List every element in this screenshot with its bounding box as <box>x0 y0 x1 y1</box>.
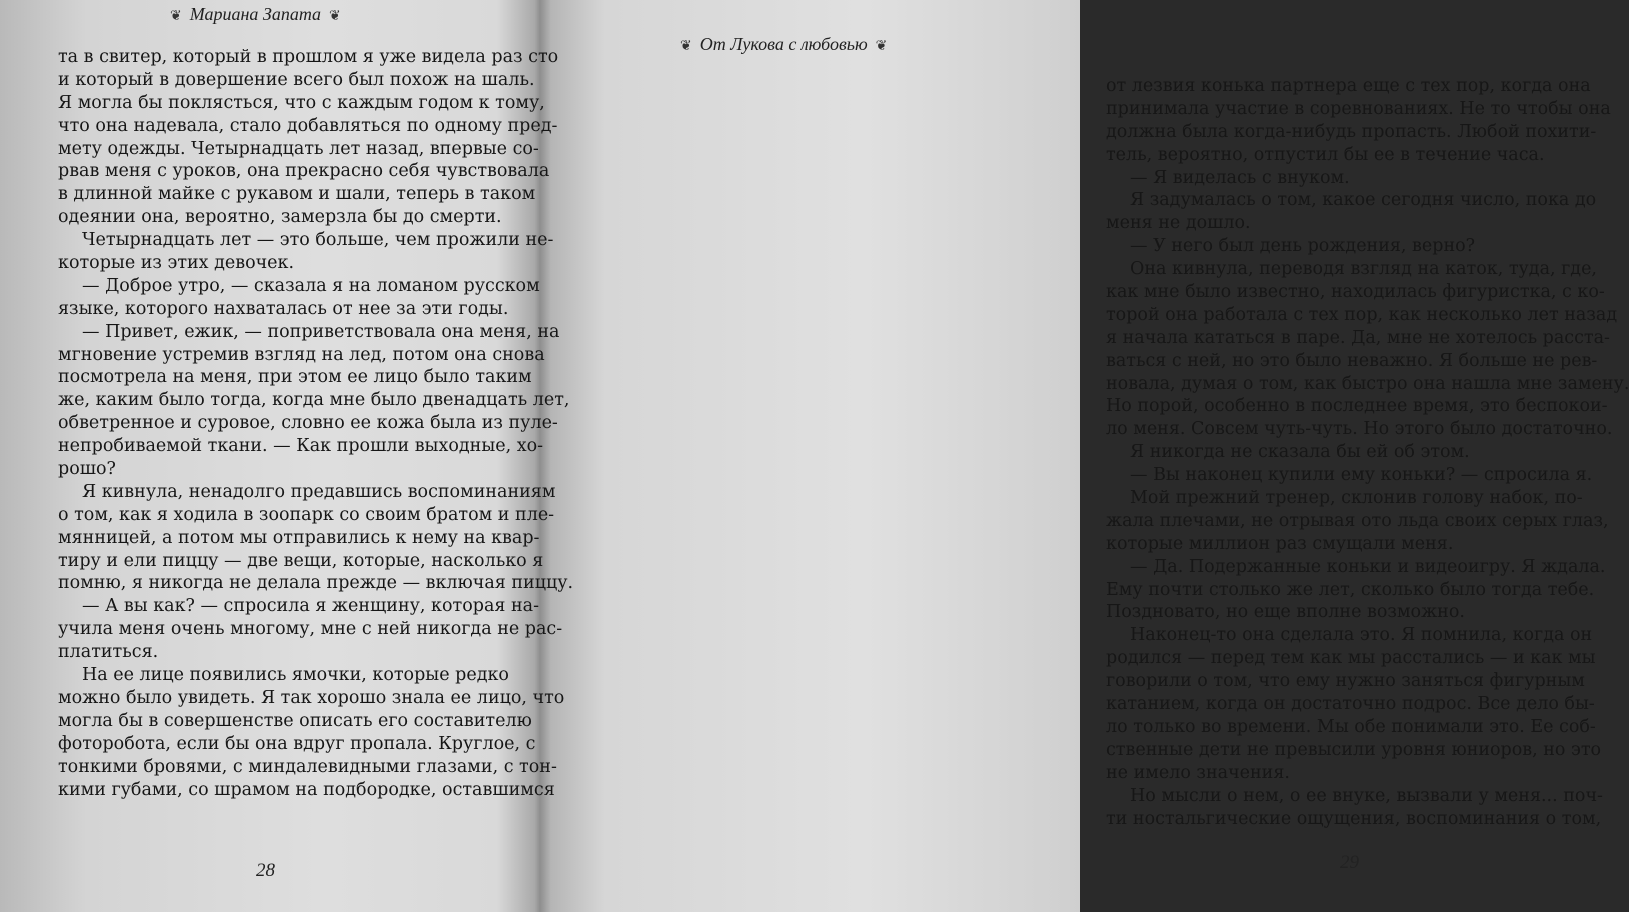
text-line: говорили о том, что ему нужно заняться фигурным <box>1106 671 1585 692</box>
text-line: Но порой, особенно в последнее время, это беспокои- <box>1106 396 1608 417</box>
page-number-right: 29 <box>1340 852 1359 873</box>
text-line: жала плечами, не отрывая ото льда своих серых глаз, <box>1106 510 1609 531</box>
running-head-text: От Лукова с любовью <box>699 34 868 54</box>
text-line: языке, которого нахваталась от нее за эти годы. <box>58 298 509 319</box>
text-line: Я задумалась о том, какое сегодня число, пока до <box>1130 190 1597 211</box>
right-page <box>540 0 1629 912</box>
text-line: платиться. <box>58 642 159 663</box>
text-line: посмотрела на меня, при этом ее лицо было таким <box>58 367 532 388</box>
text-line: — Да. Подержанные коньки и видеоигру. Я ждала. <box>1130 556 1606 577</box>
text-line: могла бы в совершенстве описать его составителю <box>58 710 532 731</box>
text-line: Но мысли о нем, о ее внуке, вызвали у меня... поч- <box>1130 785 1603 806</box>
text-line: Четырнадцать лет — это больше, чем прожили не- <box>82 230 554 251</box>
text-line: та в свитер, который в прошлом я уже видела раз сто <box>58 47 559 67</box>
text-line: которые из этих девочек. <box>58 253 295 274</box>
text-line: тиру и ели пиццу — две вещи, которые, насколько я <box>58 550 544 571</box>
text-line: тонкими бровями, с миндалевидными глазами, с тон- <box>58 756 557 777</box>
text-line: — Привет, ежик, — поприветствовала она меня, на <box>82 321 560 342</box>
text-line: мянницей, а потом мы отправились к нему на квар- <box>58 527 540 548</box>
text-line: мгновение устремив взгляд на лед, потом она снова <box>58 344 545 365</box>
text-line: учила меня очень многому, мне с ней никогда не рас- <box>58 619 563 640</box>
text-line: в длинной майке с рукавом и шали, теперь в таком <box>58 184 536 205</box>
text-line: непробиваемой ткани. — Как прошли выходные, хо- <box>58 436 544 457</box>
text-line: Наконец-то она сделала это. Я помнила, когда он <box>1130 625 1593 646</box>
text-line: Мой прежний тренер, склонив голову набок, по- <box>1130 488 1583 509</box>
text-line: принимала участие в соревнованиях. Не то чтобы она <box>1106 98 1611 119</box>
text-line: должна была когда-нибудь пропасть. Любой похити- <box>1106 121 1597 142</box>
text-line: Она кивнула, переводя взгляд на каток, туда, где, <box>1130 259 1597 280</box>
text-line: Ему почти столько же лет, сколько было тогда тебе. <box>1106 579 1595 600</box>
text-line: Я кивнула, ненадолго предавшись воспоминаниям <box>82 481 556 502</box>
ornament-icon: ❦ <box>170 9 182 24</box>
text-line: ло меня. Совсем чуть-чуть. Но этого было достаточно. <box>1106 419 1613 440</box>
text-line: ло только во времени. Мы обе понимали это. Ее соб- <box>1106 716 1596 737</box>
text-line: фоторобота, если бы она вдруг пропала. Круглое, с <box>58 733 536 754</box>
text-line: торой она работала с тех пор, как несколько лет назад <box>1106 304 1618 325</box>
ornament-icon: ❦ <box>329 9 341 24</box>
running-head-author <box>170 4 341 25</box>
text-line: ти ностальгические ощущения, воспоминания о том, <box>1106 808 1602 829</box>
text-line: родился — перед тем как мы расстались — и как мы <box>1106 648 1596 669</box>
text-line: — Доброе утро, — сказала я на ломаном русском <box>82 275 540 296</box>
text-line: — Я виделась с внуком. <box>1130 167 1350 188</box>
left-page <box>0 0 574 912</box>
text-line: Поздновато, но еще вполне возможно. <box>1106 602 1465 623</box>
running-head-title <box>680 34 887 55</box>
text-line: Я могла бы поклясться, что с каждым годом к тому, <box>58 92 545 113</box>
ornament-icon: ❦ <box>875 39 888 54</box>
text-line: что она надевала, стало добавляться по одному пред- <box>58 115 558 136</box>
text-line: которые миллион раз смущали меня. <box>1106 533 1454 554</box>
text-line: меня не дошло. <box>1106 213 1251 234</box>
text-line: от лезвия конька партнера еще с тех пор, когда она <box>1106 76 1591 96</box>
text-line: же, каким было тогда, когда мне было двенадцать лет, <box>58 390 570 411</box>
text-line: кими губами, со шрамом на подбородке, оставшимся <box>58 779 555 800</box>
text-line: можно было увидеть. Я так хорошо знала ее лицо, что <box>58 687 565 708</box>
text-line: о том, как я ходила в зоопарк со своим братом и пле- <box>58 504 555 525</box>
text-line: катанием, когда он достаточно подрос. Все дело бы- <box>1106 694 1595 715</box>
text-line: как мне было известно, находилась фигуристка, с ко- <box>1106 282 1605 303</box>
text-line: я начала кататься в паре. Да, мне не хотелось расста- <box>1106 327 1610 348</box>
text-line: одеянии она, вероятно, замерзла бы до смерти. <box>58 207 502 228</box>
text-line: обветренное и суровое, словно ее кожа была из пуле- <box>58 413 558 434</box>
text-line: тель, вероятно, отпустил бы ее в течение часа. <box>1106 144 1545 165</box>
text-line: ственные дети не превысили уровня юниоров, но это <box>1106 739 1602 760</box>
text-line: — А вы как? — спросила я женщину, которая на- <box>82 596 539 617</box>
ornament-icon: ❦ <box>680 39 692 54</box>
text-line: ваться с ней, но это было неважно. Я больше не рев- <box>1106 350 1598 371</box>
page-number-left: 28 <box>256 860 275 881</box>
right-page-body-text <box>1106 75 1629 830</box>
text-line: На ее лице появились ямочки, которые редко <box>82 665 509 686</box>
running-head-text: Мариана Запата <box>189 4 322 24</box>
text-line: мету одежды. Четырнадцать лет назад, впервые со- <box>58 138 539 159</box>
text-line: — Вы наконец купили ему коньки? — спросила я. <box>1130 465 1593 486</box>
text-line: Я никогда не сказала бы ей об этом. <box>1130 442 1470 463</box>
text-line: не имело значения. <box>1106 762 1290 783</box>
text-line: помню, я никогда не делала прежде — включая пиццу. <box>58 573 574 594</box>
text-line: — У него был день рождения, верно? <box>1130 236 1476 257</box>
text-line: и который в довершение всего был похож на шаль. <box>58 69 535 90</box>
left-page-body-text <box>58 46 574 801</box>
text-line: новала, думая о том, как быстро она нашла мне замену. <box>1106 373 1629 394</box>
text-line: рвав меня с уроков, она прекрасно себя чувствовала <box>58 161 550 182</box>
text-line: рошо? <box>58 459 116 480</box>
